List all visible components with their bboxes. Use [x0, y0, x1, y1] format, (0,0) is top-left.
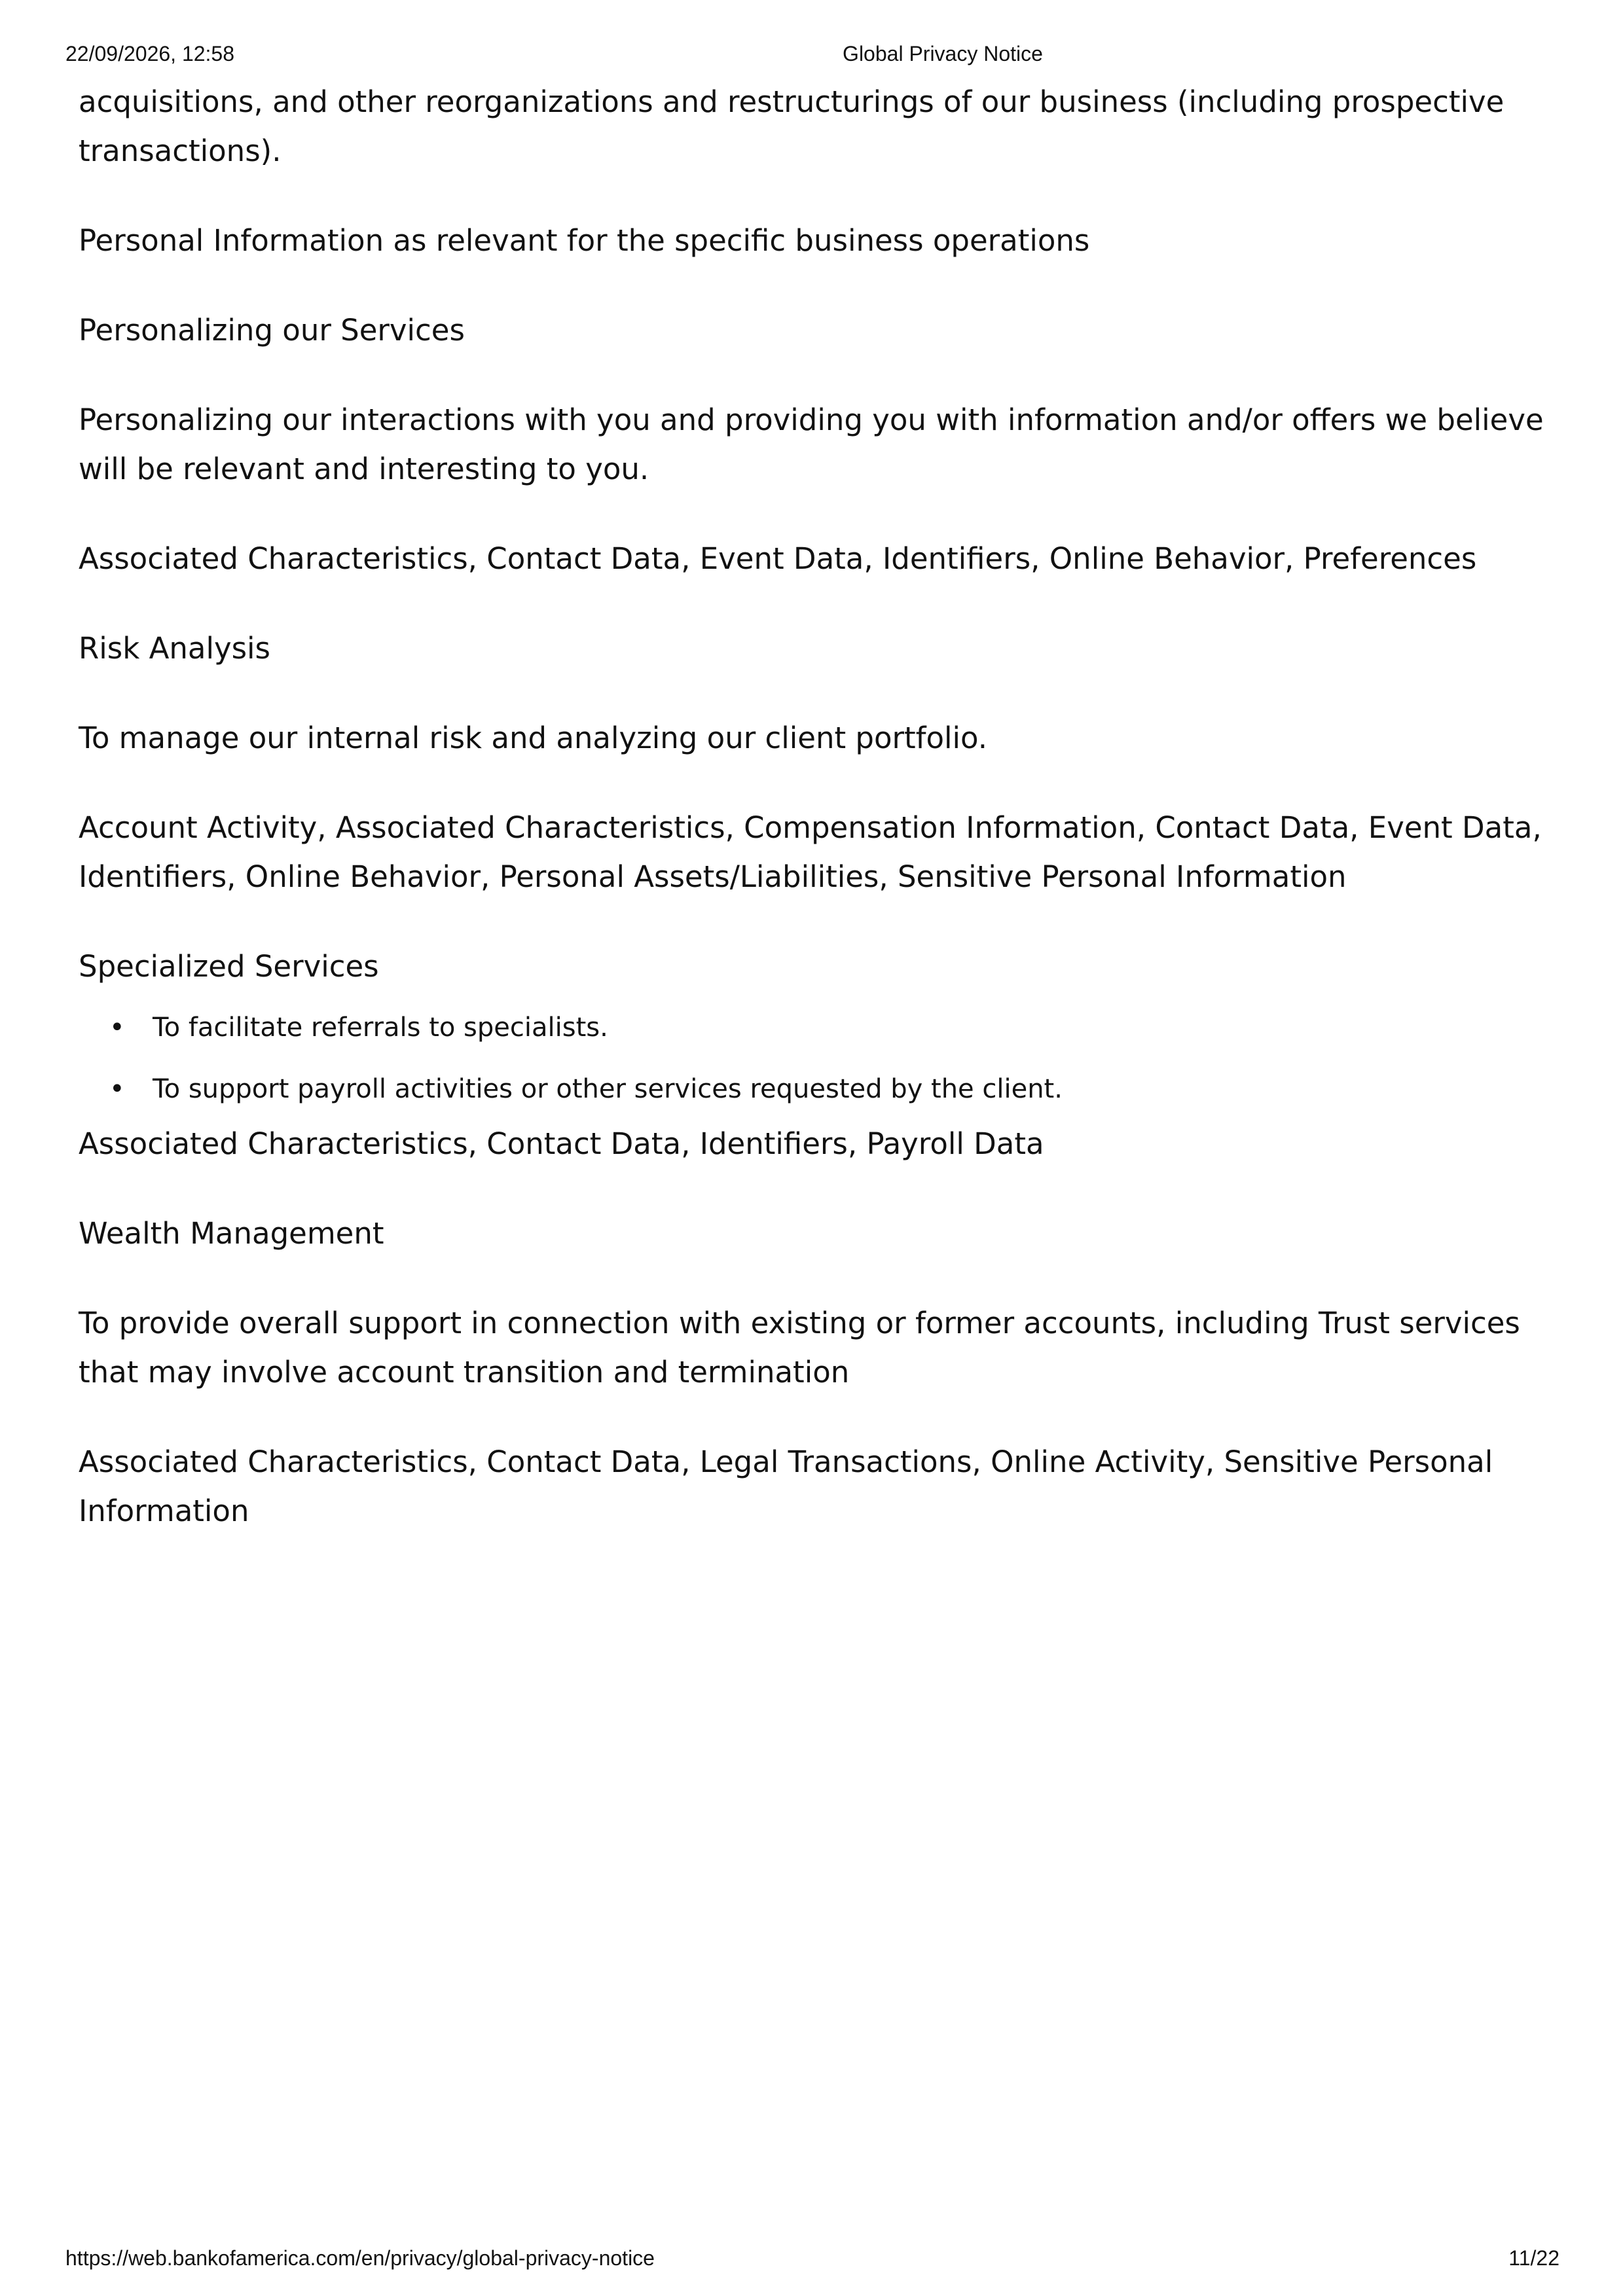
page-url: https://web.bankofamerica.com/en/privacy/global-privacy-notice	[65, 2246, 655, 2270]
bullet-icon: •	[109, 1013, 125, 1043]
list-item: • To support payroll activities or other services requested by the client.	[153, 1072, 1545, 1106]
paragraph-personalizing-data: Associated Characteristics, Contact Data, Event Data, Identifiers, Online Behavior, Preferences	[79, 541, 1477, 576]
paragraph-risk-data: Account Activity, Associated Characteristics, Compensation Information, Contact Data, Event Data, Identifiers, Online Behavior, Personal Assets/Liabilities, Sensitive Personal Information	[79, 810, 1542, 894]
print-datetime: 22/09/2026, 12:58	[65, 42, 235, 65]
section-heading-personalizing: Personalizing our Services	[79, 313, 465, 348]
section-heading-risk-analysis: Risk Analysis	[79, 631, 270, 666]
paragraph-wealth-data: Associated Characteristics, Contact Data, Legal Transactions, Online Activity, Sensitive Personal Information	[79, 1444, 1493, 1528]
paragraph-business-operations-data: Personal Information as relevant for the specific business operations	[79, 223, 1090, 258]
paragraph-risk-purpose: To manage our internal risk and analyzing our client portfolio.	[79, 721, 988, 755]
page-number: 11/22	[1508, 2246, 1559, 2270]
specialized-services-list	[79, 1011, 1545, 1106]
list-item: • To facilitate referrals to specialists.	[153, 1011, 1545, 1045]
section-heading-wealth-management: Wealth Management	[79, 1216, 384, 1251]
print-header	[0, 42, 1623, 68]
document-title: Global Privacy Notice	[843, 42, 1043, 65]
paragraph-personalizing-purpose: Personalizing our interactions with you and providing you with information and/or offers we believe will be relevant and interesting to you.	[79, 403, 1544, 486]
print-footer	[0, 2246, 1623, 2272]
paragraph-specialized-data: Associated Characteristics, Contact Data, Identifiers, Payroll Data	[79, 1126, 1044, 1161]
bullet-icon: •	[109, 1074, 125, 1104]
section-heading-specialized-services: Specialized Services	[79, 949, 379, 984]
document-body	[79, 77, 1545, 1576]
paragraph-wealth-purpose: To provide overall support in connection with existing or former accounts, including Trust services that may involve account transition and termination	[79, 1306, 1520, 1390]
paragraph-continuation: acquisitions, and other reorganizations and restructurings of our business (including prospective transactions).	[79, 84, 1504, 168]
